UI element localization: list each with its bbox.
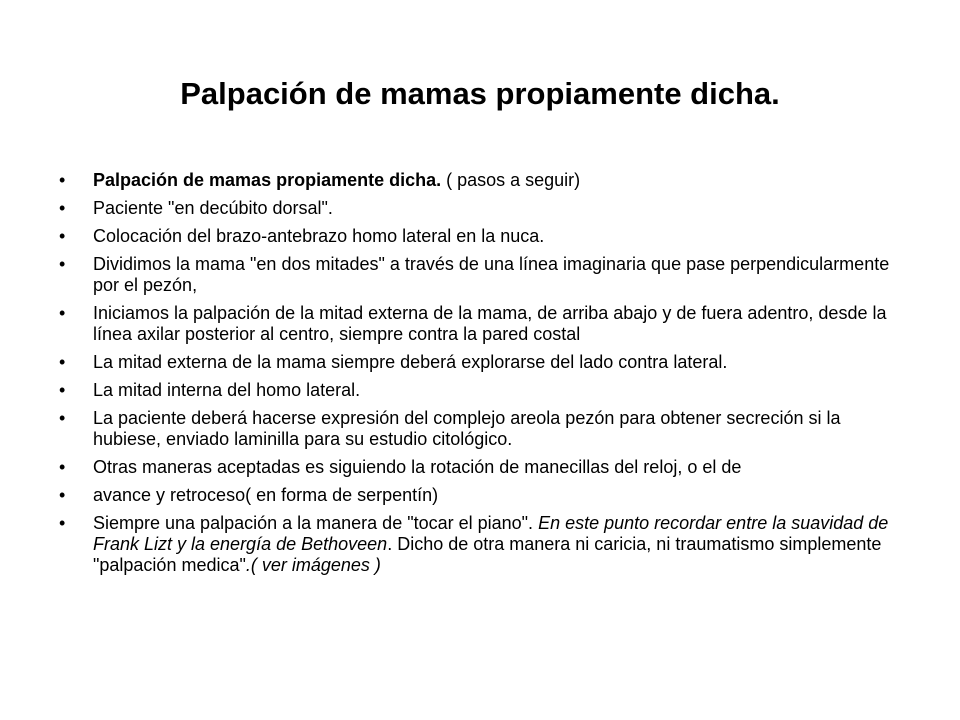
bullet-icon: • <box>59 170 66 190</box>
list-item <box>57 513 907 576</box>
bullet-icon: • <box>59 198 66 218</box>
bullet-icon: • <box>59 457 66 477</box>
list-item <box>57 457 907 478</box>
list-item <box>57 408 907 450</box>
bullet-icon: • <box>59 254 66 274</box>
bullet-list <box>57 170 907 583</box>
list-item <box>57 198 907 219</box>
bullet-icon: • <box>59 380 66 400</box>
bullet-text: avance y retroceso( en forma de serpentín) <box>93 485 439 505</box>
bullet-bold-text: Palpación de mamas propiamente dicha. <box>93 170 442 190</box>
bullet-text: Iniciamos la palpación de la mitad externa de la mama, de arriba abajo y de fuera adentro, desde la línea axilar posterior al centro, siempre contra la pared costal <box>93 303 887 344</box>
bullet-icon: • <box>59 303 66 323</box>
bullet-text: . Dicho de otra manera ni caricia, ni traumatismo simplemente "palpación medica" <box>93 534 882 575</box>
bullet-text: La paciente deberá hacerse expresión del complejo areola pezón para obtener secreción si la hubiese, enviado laminilla para su estudio citológico. <box>93 408 841 449</box>
bullet-icon: • <box>59 485 66 505</box>
bullet-italic-text: En este punto recordar entre la suavidad de Frank Lizt y la energía de Bethoveen <box>93 513 889 554</box>
bullet-text: La mitad interna del homo lateral. <box>93 380 361 400</box>
bullet-text: Otras maneras aceptadas es siguiendo la rotación de manecillas del reloj, o el de <box>93 457 742 477</box>
list-item <box>57 254 907 296</box>
list-item <box>57 485 907 506</box>
bullet-text: Dividimos la mama "en dos mitades" a través de una línea imaginaria que pase perpendicularmente por el pezón, <box>93 254 890 295</box>
bullet-icon: • <box>59 408 66 428</box>
bullet-icon: • <box>59 513 66 533</box>
bullet-italic-text: .( ver imágenes ) <box>245 555 381 575</box>
list-item <box>57 303 907 345</box>
bullet-text: Siempre una palpación a la manera de "tocar el piano". <box>93 513 539 533</box>
bullet-text: La mitad externa de la mama siempre deberá explorarse del lado contra lateral. <box>93 352 728 372</box>
bullet-text: ( pasos a seguir) <box>441 170 581 190</box>
slide-title: Palpación de mamas propiamente dicha. <box>180 76 780 111</box>
bullet-text: Colocación del brazo-antebrazo homo lateral en la nuca. <box>93 226 545 246</box>
list-item <box>57 170 907 191</box>
bullet-icon: • <box>59 226 66 246</box>
bullet-text: Paciente "en decúbito dorsal". <box>93 198 333 218</box>
list-item <box>57 352 907 373</box>
list-item <box>57 380 907 401</box>
bullet-icon: • <box>59 352 66 372</box>
list-item <box>57 226 907 247</box>
